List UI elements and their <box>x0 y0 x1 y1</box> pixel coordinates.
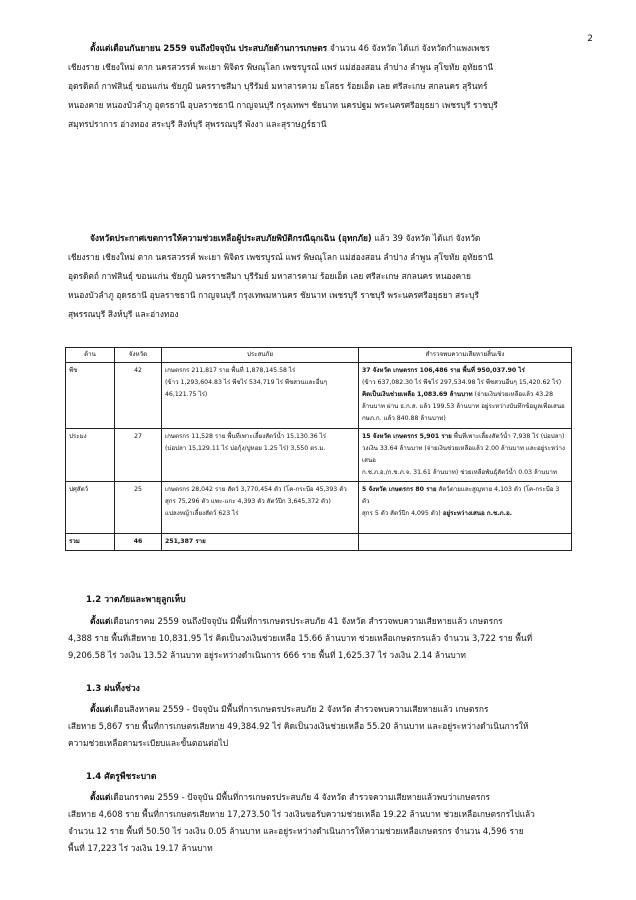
header-affected: ประสบภัย <box>162 348 359 363</box>
section-1-3-text: เดือนสิงหาคม 2559 - ปัจจุบัน มีพื้นที่การเกษตรประสบภัย 2 จังหวัด สำรวจพบความเสียหายแล้ว เกษตรกร <box>110 704 489 714</box>
damage-line: (ข้าว 637,082.30 ไร่ พืชไร่ 297,534.98 ไร่ พืชสวนอื่นๆ 15,420.62 ไร่) <box>362 379 562 386</box>
damage-line: ก.ช.ภ.อ./ก.ช.ภ.จ. 31.61 ล้านบาท) ช่วยเหลือพันธุ์สัตว์น้ำ 0.03 ล้านบาท <box>362 469 557 476</box>
intro-p2-line-1 <box>68 229 573 248</box>
damage-line: ล้านบาท ผ่าน ธ.ก.ส. แล้ว 199.53 ล้านบาท อยู่ระหว่างบันทึกข้อมูลเพื่อเสนอ <box>362 403 565 410</box>
affected-line: 46,121.75 ไร่) <box>165 391 208 398</box>
intro-p1-line-4: หนองคาย หนองบัวลำภู อุดรธานี อุบลราชธานี กาญจนบุรี กรุงเทพฯ ชัยนาท นครปฐม พระนครศรีอยุธยา เพชรบุรี ราชบุรี <box>68 100 498 110</box>
cell-damage <box>359 363 572 429</box>
intro-p2-line-2: เชียงราย เชียงใหม่ ตาก นครสวรรค์ พะเยา พิจิตร เพชรบูรณ์ แพร่ พิษณุโลก แม่ฮ่องสอน ลำปาง ลำพูน สุโขทัย อุทัยธานี <box>68 252 494 262</box>
cell-affected <box>162 363 359 429</box>
header-side: ด้าน <box>66 348 115 363</box>
intro-p1-line-3: อุตรดิตถ์ กาฬสินธุ์ ขอนแก่น ชัยภูมิ นครราชสีมา บุรีรัมย์ มหาสารคาม ยโสธร ร้อยเอ็ด เลย ศรีสะเกษ สกลนคร สุรินทร์ <box>68 81 488 91</box>
cell-total-value <box>162 534 359 551</box>
section-1-2-body <box>68 613 573 664</box>
section-1-3-bold: ตั้งแต่ <box>90 704 111 714</box>
section-1-3-title: 1.3 ฝนทิ้งช่วง <box>86 684 140 694</box>
damage-bold: คิดเป็นเงินช่วยเหลือ 1,083.69 ล้านบาท <box>362 391 473 398</box>
intro-p2-rest: แล้ว 39 จังหวัด ได้แก่ จังหวัด <box>371 233 481 243</box>
damage-line: วงเงิน 33.64 ล้านบาท (จ่ายเงินช่วยเหลือแล้ว 2.00 ล้านบาท และอยู่ระหว่างเสนอ <box>362 445 566 464</box>
intro-p2-line-3: อุตรดิตถ์ กาฬสินธุ์ ขอนแก่น ชัยภูมิ นครราชสีมา บุรีรัมย์ มหาสารคาม ร้อยเอ็ด เลย ศรีสะเกษ สกลนคร หนองคาย <box>68 271 471 281</box>
section-1-4-line-3: จำนวน 12 ราย พื้นที่ 50.50 ไร่ วงเงิน 0.05 ล้านบาท และอยู่ระหว่างดำเนินการให้ความช่วยเหลือเกษตรกร จำนวน 4,596 ราย <box>68 826 524 836</box>
section-1-3-body <box>68 701 573 752</box>
intro-p1-rest: จำนวน 46 จังหวัด ได้แก่ จังหวัดกำแพงเพชร <box>327 43 490 53</box>
damage-line: กษภ.ก. แล้ว 840.88 ล้านบาท) <box>362 415 446 422</box>
table-row-fisheries <box>66 429 572 482</box>
cell-provinces: 25 <box>115 482 162 534</box>
section-1-2-title: 1.2 วาตภัยและพายุลูกเห็บ <box>86 595 186 605</box>
damage-bold: 37 จังหวัด เกษตรกร 106,486 ราย พื้นที่ 950,037.90 ไร่ <box>362 367 525 374</box>
intro-p2-line-4: หนองบัวลำภู อุดรธานี อุบลราชธานี กาญจนบุรี กรุงเทพมหานคร ชัยนาท เพชรบุรี ราชบุรี พระนครศรีอยุธยา สระบุรี <box>68 290 479 300</box>
intro-p1-line-5: สมุทรปราการ อ่างทอง สระบุรี สิงห์บุรี สุพรรณบุรี พังงา และสุราษฎร์ธานี <box>68 119 327 129</box>
affected-line: สุกร 75,296 ตัว แพะ-แกะ 4,393 ตัว สัตว์ปีก 3,645,372 ตัว) <box>165 498 331 505</box>
intro-paragraph-2 <box>68 229 573 324</box>
damage-bold: 15 จังหวัด เกษตรกร 5,901 ราย <box>362 433 452 440</box>
intro-p1-bold: ตั้งแต่เดือนกันยายน 2559 จนถึงปัจจุบัน ประสบภัยด้านการเกษตร <box>90 43 328 53</box>
table-row-total <box>66 534 572 551</box>
section-1-4-bold: ตั้งแต่ <box>90 792 111 802</box>
table-header-row <box>66 348 572 363</box>
cell-total-provinces <box>115 534 162 551</box>
section-1-2-line-1 <box>68 613 573 630</box>
damage-bold: 5 จังหวัด เกษตรกร 80 ราย <box>362 486 437 493</box>
header-provinces: จังหวัด <box>115 348 162 363</box>
section-1-4-line-1 <box>68 789 573 806</box>
section-1-3-line-2: เสียหาย 5,867 ราย พื้นที่การเกษตรเสียหาย 49,384.92 ไร่ คิดเป็นวงเงินช่วยเหลือ 55.20 ล้านบาท และอยู่ระหว่างดำเนินการให้ <box>68 721 529 731</box>
damage-line <box>362 365 568 377</box>
damage-line <box>362 508 568 520</box>
affected-line: (ข้าว 1,293,604.83 ไร่ พืชไร่ 534,719 ไร่ พืชสวนและอื่นๆ <box>165 379 328 386</box>
page-number: 2 <box>587 34 593 44</box>
damage-line <box>362 431 568 443</box>
header-damage: สำรวจพบความเสียหายสิ้นเชิง <box>359 348 572 363</box>
damage-line <box>362 389 568 401</box>
cell-provinces: 27 <box>115 429 162 482</box>
damage-text: สุกร 5 ตัว สัตว์ปีก 4,095 ตัว) <box>362 510 441 517</box>
damage-text: พื้นที่เพาะเลี้ยงสัตว์น้ำ 7,938 ไร่ (บ่อปลา) <box>451 433 565 440</box>
section-1-4-line-2: เสียหาย 4,608 ราย พื้นที่การเกษตรเสียหาย 17,273.50 ไร่ วงเงินขอรับความช่วยเหลือ 19.22 ล้านบาท ช่วยเหลือเกษตรกรไปแล้ว <box>68 809 535 819</box>
section-1-4-text: เดือนกราคม 2559 - ปัจจุบัน มีพื้นที่การเกษตรประสบภัย 4 จังหวัด สำรวจความเสียหายแล้วพบว่าเกษตรกร <box>110 792 490 802</box>
intro-p1-line-1 <box>68 39 573 58</box>
cell-side: ประมง <box>66 429 115 482</box>
section-1-3-line-1 <box>68 701 573 718</box>
cell-side: พืช <box>66 363 115 429</box>
section-1-2-line-3: 9,206.58 ไร่ วงเงิน 13.52 ล้านบาท อยู่ระหว่างดำเนินการ 666 ราย พื้นที่ 1,625.37 ไร่ วงเงิน 2.14 ล้านบาท <box>68 650 466 660</box>
damage-text: สัตว์ตายและสูญหาย 4,103 ตัว (โค-กระบือ 3 ตัว <box>362 486 560 505</box>
cell-affected <box>162 482 359 534</box>
table-row-crops <box>66 363 572 429</box>
section-1-3-line-3: ความช่วยเหลือตามระเบียบและขั้นตอนต่อไป <box>68 738 229 748</box>
cell-damage <box>359 429 572 482</box>
section-1-2-line-2: 4,388 ราย พื้นที่เสียหาย 10,831.95 ไร่ คิดเป็นวงเงินช่วยเหลือ 15.66 ล้านบาท ช่วยเหลือเกษตรกรแล้ว จำนวน 3,722 ราย พื้นที่ <box>68 633 533 643</box>
affected-line: แปลงหญ้าเลี้ยงสัตว์ 623 ไร่ <box>165 510 239 517</box>
intro-p2-bold: จังหวัดประกาศเขตการให้ความช่วยเหลือผู้ประสบภัยพิบัติกรณีฉุกเฉิน (อุทกภัย) <box>90 233 372 243</box>
damage-table <box>65 347 572 551</box>
cell-total-empty <box>359 534 572 551</box>
cell-affected <box>162 429 359 482</box>
intro-paragraph-1 <box>68 39 573 134</box>
total-provinces: 46 <box>133 538 143 545</box>
section-1-2-bold: ตั้งแต่ <box>90 616 111 626</box>
affected-line: เกษตรกร 211,817 ราย พื้นที่ 1,878,145.58 ไร่ <box>165 367 296 374</box>
affected-line: เกษตรกร 28,042 ราย สัตว์ 3,770,454 ตัว (โค-กระบือ 45,393 ตัว <box>165 486 347 493</box>
section-1-4-body <box>68 789 573 857</box>
cell-provinces: 42 <box>115 363 162 429</box>
affected-line: (บ่อปลา 15,129.11 ไร่ บ่อกุ้ง/ปูหอย 1.25 ไร่) 3,550 ตร.ม. <box>165 445 326 452</box>
damage-text: (จ่ายเงินช่วยเหลือแล้ว 43.28 <box>472 391 554 398</box>
section-1-4-line-4: พื้นที่ 17,223 ไร่ วงเงิน 19.17 ล้านบาท <box>68 843 213 853</box>
section-1-2-text: เดือนกราคม 2559 จนถึงปัจจุบัน มีพื้นที่การเกษตรประสบภัย 41 จังหวัด สำรวจพบความเสียหายแล้ว เกษตรกร <box>110 616 503 626</box>
section-1-4-title: 1.4 ศัตรูพืชระบาด <box>86 772 157 782</box>
total-label: รวม <box>69 538 80 545</box>
cell-total-label <box>66 534 115 551</box>
intro-p2-line-5: สุพรรณบุรี สิงห์บุรี และอ่างทอง <box>68 309 179 319</box>
total-value: 251,387 ราย <box>165 538 206 545</box>
cell-side: ปศุสัตว์ <box>66 482 115 534</box>
affected-line: เกษตรกร 11,528 ราย พื้นที่เพาะเลี้ยงสัตว์น้ำ 15,130.36 ไร่ <box>165 433 327 440</box>
damage-line <box>362 484 568 508</box>
intro-p1-line-2: เชียงราย เชียงใหม่ ตาก นครสวรรค์ พะเยา พิจิตร พิษณุโลก เพชรบูรณ์ แพร่ แม่ฮ่องสอน ลำปาง ลำพูน สุโขทัย อุทัยธานี <box>68 62 494 72</box>
cell-damage <box>359 482 572 534</box>
table-row-livestock <box>66 482 572 534</box>
damage-bold: อยู่ระหว่างเสนอ ก.ช.ภ.อ. <box>440 510 513 517</box>
